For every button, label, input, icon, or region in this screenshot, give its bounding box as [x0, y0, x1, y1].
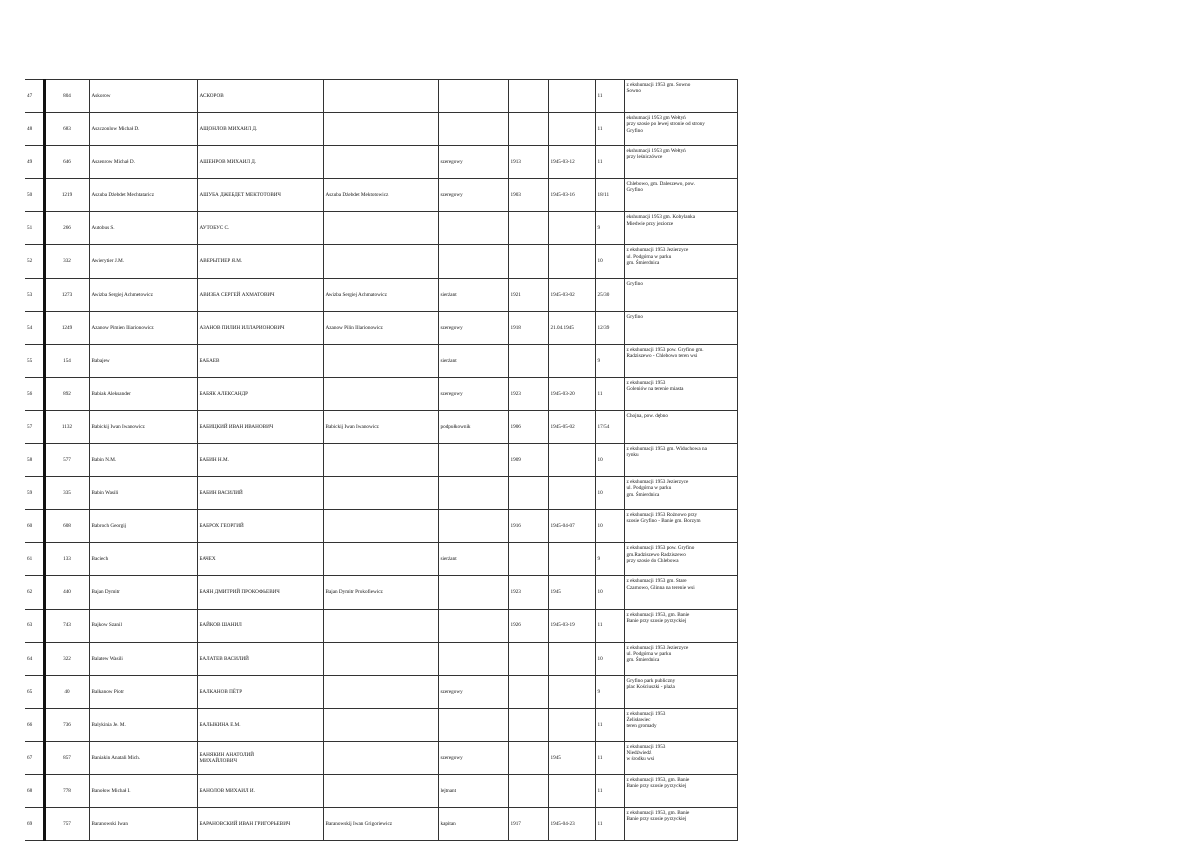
table-row	[25, 410, 737, 443]
birth-year	[508, 642, 548, 675]
name-alternative	[323, 477, 438, 510]
burial-place: Gryfino	[624, 278, 737, 311]
name-polish: Baciech	[89, 543, 197, 576]
record-number: 49	[25, 146, 44, 179]
burial-place: z ekshumacji 1953, gm. Banie Banie przy szosie pyrzyckiej	[624, 808, 737, 841]
record-number: 62	[25, 576, 44, 609]
burial-place: z ekshumacji 1953 gm. Widuchowa na rynku	[624, 444, 737, 477]
birth-year	[508, 113, 548, 146]
death-date	[548, 477, 595, 510]
table-row	[25, 311, 737, 344]
birth-year	[508, 741, 548, 774]
birth-year: 1906	[508, 410, 548, 443]
record-number: 64	[25, 642, 44, 675]
name-polish: Babiak Aleksander	[89, 377, 197, 410]
name-cyrillic: БАНЯКИН АНАТОЛИЙ МИХАЙЛОВИЧ	[197, 741, 323, 774]
grave-number: 10	[595, 444, 624, 477]
birth-year	[508, 344, 548, 377]
table-row	[25, 477, 737, 510]
record-id: 857	[44, 741, 89, 774]
record-id: 1273	[44, 278, 89, 311]
table-row	[25, 708, 737, 741]
name-alternative: Bajan Dymitr Prokofiewicz	[323, 576, 438, 609]
death-date: 21.04.1945	[548, 311, 595, 344]
record-number: 67	[25, 741, 44, 774]
table-row	[25, 741, 737, 774]
name-cyrillic: БАЛЫКИНА Е.М.	[197, 708, 323, 741]
record-id: 266	[44, 212, 89, 245]
death-date: 1945	[548, 576, 595, 609]
name-cyrillic: БАБРОХ ГЕОРГИЙ	[197, 510, 323, 543]
birth-year: 1921	[508, 278, 548, 311]
grave-number: 11	[595, 146, 624, 179]
record-number: 60	[25, 510, 44, 543]
name-alternative: Azanow Pilin Illarionowicz	[323, 311, 438, 344]
rank	[438, 642, 508, 675]
record-id: 1219	[44, 179, 89, 212]
record-number: 50	[25, 179, 44, 212]
table-row	[25, 808, 737, 841]
name-cyrillic: БАЛКАНОВ ПЁТР	[197, 675, 323, 708]
record-id: 736	[44, 708, 89, 741]
name-polish: Babin Wasili	[89, 477, 197, 510]
death-date	[548, 212, 595, 245]
name-cyrillic: БАБИН ВАСИЛИЙ	[197, 477, 323, 510]
burial-place: Gryfino	[624, 311, 737, 344]
birth-year: 1918	[508, 311, 548, 344]
burial-place: z ekshumacji 1953 Jezierzyce ul. Podgórna w parku gm. Śmierdnica	[624, 245, 737, 278]
name-cyrillic: БАБИЦКИЙ ИВАН ИВАНОВИЧ	[197, 410, 323, 443]
name-alternative	[323, 675, 438, 708]
death-date	[548, 774, 595, 807]
name-polish: Balkanow Piotr	[89, 675, 197, 708]
name-alternative	[323, 113, 438, 146]
record-number: 54	[25, 311, 44, 344]
rank: szeregowy	[438, 311, 508, 344]
burial-place: z ekshumacji 1953, gm. Banie Banie przy szosie pyrzyckiej	[624, 774, 737, 807]
name-alternative	[323, 510, 438, 543]
birth-year	[508, 774, 548, 807]
burial-place: z ekshumacji 1953 gm. Stare Czarnowo, Glinna na terenie wsi	[624, 576, 737, 609]
grave-number: 11	[595, 808, 624, 841]
burial-place: z ekshumacji 1953, gm. Banie Banie przy szosie pyrzyckiej	[624, 609, 737, 642]
table-row	[25, 278, 737, 311]
table-row	[25, 609, 737, 642]
name-polish: Autobus S.	[89, 212, 197, 245]
name-alternative	[323, 377, 438, 410]
table-row	[25, 377, 737, 410]
birth-year	[508, 245, 548, 278]
record-id: 577	[44, 444, 89, 477]
grave-number: 9	[595, 212, 624, 245]
record-id: 757	[44, 808, 89, 841]
record-id: 683	[44, 113, 89, 146]
name-alternative	[323, 642, 438, 675]
name-alternative	[323, 146, 438, 179]
name-cyrillic: БАЧЕХ	[197, 543, 323, 576]
name-alternative	[323, 774, 438, 807]
table-row	[25, 179, 737, 212]
name-alternative	[323, 543, 438, 576]
rank	[438, 444, 508, 477]
name-alternative	[323, 741, 438, 774]
name-cyrillic: БАЯН ДМИТРИЙ ПРОКОФЬЕВИЧ	[197, 576, 323, 609]
death-date	[548, 245, 595, 278]
record-id: 646	[44, 146, 89, 179]
name-cyrillic: БАБАЕВ	[197, 344, 323, 377]
birth-year: 1903	[508, 179, 548, 212]
birth-year	[508, 212, 548, 245]
grave-number: 9	[595, 675, 624, 708]
table-row	[25, 675, 737, 708]
burial-place: Chlebowo, gm. Daleszewo, pow. Gryfino	[624, 179, 737, 212]
burial-place: z ekshumacji 1953 Rożnowo przy szosie Gryfino - Banie gm. Borzym	[624, 510, 737, 543]
death-date: 1945-04-23	[548, 808, 595, 841]
record-number: 55	[25, 344, 44, 377]
burial-place: z ekshumacji 1953 pow. Gryfino gm. Radziszewo - Chlebowo teren wsi	[624, 344, 737, 377]
name-cyrillic: БАБИН Н.М.	[197, 444, 323, 477]
name-cyrillic: АЗАНОВ ПИЛИН ИЛЛАРИОНОВИЧ	[197, 311, 323, 344]
grave-number: 11	[595, 741, 624, 774]
birth-year: 1923	[508, 377, 548, 410]
rank: szeregowy	[438, 146, 508, 179]
burial-place: Gryfino park publiczny plac Kościuszki - plaża	[624, 675, 737, 708]
birth-year: 1913	[508, 146, 548, 179]
burial-place: z ekshumacji 1953 Jezierzyce ul. Podgórna w parku gm. Śmierdnica	[624, 642, 737, 675]
table-row	[25, 113, 737, 146]
name-cyrillic: АУТОБУС С.	[197, 212, 323, 245]
record-id: 1249	[44, 311, 89, 344]
birth-year	[508, 543, 548, 576]
record-id: 40	[44, 675, 89, 708]
name-alternative	[323, 708, 438, 741]
name-polish: Bajan Dymitr	[89, 576, 197, 609]
table-row	[25, 444, 737, 477]
name-cyrillic: БАНОЛОВ МИХАИЛ И.	[197, 774, 323, 807]
rank: sierżant	[438, 543, 508, 576]
grave-number: 9	[595, 344, 624, 377]
record-number: 53	[25, 278, 44, 311]
name-alternative	[323, 212, 438, 245]
burial-place: z ekshumacji 1953 pow. Gryfino gm.Radziszewo Radziszewo przy szosie do Chlebowa	[624, 543, 737, 576]
name-polish: Aszczonlow Michał D.	[89, 113, 197, 146]
table-row	[25, 543, 737, 576]
record-number: 57	[25, 410, 44, 443]
name-cyrillic: БАБЯК АЛЕКСАНДР	[197, 377, 323, 410]
record-id: 608	[44, 510, 89, 543]
name-polish: Aszuba Dżebdet Mechtataricz	[89, 179, 197, 212]
death-date: 1945-03-20	[548, 377, 595, 410]
burial-place: ekshumacji 1953 gm Wełtyń przy leśniczówce	[624, 146, 737, 179]
name-cyrillic: АШЕНРОВ МИХАИЛ Д.	[197, 146, 323, 179]
table-row	[25, 774, 737, 807]
grave-number: 10	[595, 510, 624, 543]
record-number: 61	[25, 543, 44, 576]
name-cyrillic: БАЛАТЕВ ВАСИЛИЙ	[197, 642, 323, 675]
name-cyrillic: АШУБА ДЖЕБДЕТ МЕКТОТОВИЧ	[197, 179, 323, 212]
death-date: 1945-03-02	[548, 278, 595, 311]
record-id: 804	[44, 80, 89, 113]
rank	[438, 245, 508, 278]
name-polish: Babroch Georgij	[89, 510, 197, 543]
death-date	[548, 675, 595, 708]
name-polish: Bajkow Szanil	[89, 609, 197, 642]
record-number: 48	[25, 113, 44, 146]
rank	[438, 477, 508, 510]
grave-number: 17/54	[595, 410, 624, 443]
name-cyrillic: АЩОНЛОВ МИХАИЛ Д.	[197, 113, 323, 146]
burial-place: ekshumacji 1953 gm. Kobylanka Miedwie przy jeziorze	[624, 212, 737, 245]
record-number: 51	[25, 212, 44, 245]
record-number: 69	[25, 808, 44, 841]
name-alternative: Baranowskij Iwan Grigoriewicz	[323, 808, 438, 841]
name-polish: Babajew	[89, 344, 197, 377]
rank	[438, 80, 508, 113]
name-alternative: Awizba Sergiej Achmatowicz	[323, 278, 438, 311]
rank	[438, 510, 508, 543]
record-number: 56	[25, 377, 44, 410]
record-number: 63	[25, 609, 44, 642]
birth-year	[508, 708, 548, 741]
grave-number: 10	[595, 477, 624, 510]
name-alternative	[323, 609, 438, 642]
record-id: 892	[44, 377, 89, 410]
name-polish: Babin N.M.	[89, 444, 197, 477]
name-cyrillic: АСКОРОВ	[197, 80, 323, 113]
grave-number: 25/30	[595, 278, 624, 311]
name-polish: Aszenrow Michał D.	[89, 146, 197, 179]
name-polish: Azanow Pimien Iliarionowicz	[89, 311, 197, 344]
grave-number: 10	[595, 576, 624, 609]
death-date: 1945-04-07	[548, 510, 595, 543]
burial-place: z ekshumacji 1953 Jezierzyce ul. Podgórna w parku gm. Śmierdnica	[624, 477, 737, 510]
burial-place: ekshumacji 1953 gm Wełtyń przy szosie po lewej stronie od strony Gryfino	[624, 113, 737, 146]
rank	[438, 212, 508, 245]
death-date	[548, 80, 595, 113]
burial-place: z ekshumacji 1953 gm. Sowno Sowno	[624, 80, 737, 113]
name-cyrillic: АВИЗБА СЕРГЕЙ АХМАТОВИЧ	[197, 278, 323, 311]
record-id: 322	[44, 642, 89, 675]
death-date: 1945-03-19	[548, 609, 595, 642]
record-id: 440	[44, 576, 89, 609]
rank	[438, 576, 508, 609]
name-alternative	[323, 245, 438, 278]
name-cyrillic: АВЕРЫТИЕР Я.М.	[197, 245, 323, 278]
birth-year: 1916	[508, 510, 548, 543]
name-polish: Askorow	[89, 80, 197, 113]
rank	[438, 708, 508, 741]
grave-number: 11	[595, 609, 624, 642]
table-row	[25, 344, 737, 377]
name-polish: Baniakin Anatali Mich.	[89, 741, 197, 774]
table-row	[25, 245, 737, 278]
rank	[438, 113, 508, 146]
name-alternative	[323, 444, 438, 477]
table-row	[25, 146, 737, 179]
name-polish: Babickij Iwan Iwanowicz	[89, 410, 197, 443]
grave-number: 10	[595, 245, 624, 278]
rank	[438, 609, 508, 642]
birth-year: 1923	[508, 576, 548, 609]
record-number: 47	[25, 80, 44, 113]
name-polish: Awierytier J.M.	[89, 245, 197, 278]
death-date	[548, 444, 595, 477]
rank: szeregowy	[438, 377, 508, 410]
record-number: 52	[25, 245, 44, 278]
birth-year: 1909	[508, 444, 548, 477]
table-row	[25, 510, 737, 543]
record-id: 335	[44, 477, 89, 510]
grave-number: 18/11	[595, 179, 624, 212]
rank: sierżant	[438, 278, 508, 311]
death-date: 1945-03-12	[548, 146, 595, 179]
record-number: 59	[25, 477, 44, 510]
grave-number: 12/39	[595, 311, 624, 344]
record-id: 778	[44, 774, 89, 807]
table-row	[25, 642, 737, 675]
name-polish: Balatew Wasili	[89, 642, 197, 675]
table-row	[25, 80, 737, 113]
name-polish: Baranowski Iwan	[89, 808, 197, 841]
death-date: 1945-05-02	[548, 410, 595, 443]
records-table	[25, 79, 738, 841]
record-id: 743	[44, 609, 89, 642]
rank: podpułkownik	[438, 410, 508, 443]
burial-place: z ekshumacji 1953 Goleniów na terenie miasta	[624, 377, 737, 410]
name-cyrillic: БАРАНОВСКИЙ ИВАН ГРИГОРЬЕВИЧ	[197, 808, 323, 841]
death-date	[548, 344, 595, 377]
death-date	[548, 113, 595, 146]
rank: szeregowy	[438, 179, 508, 212]
death-date	[548, 543, 595, 576]
rank: kapitan	[438, 808, 508, 841]
record-number: 65	[25, 675, 44, 708]
name-polish: Balykinia Je. M.	[89, 708, 197, 741]
death-date	[548, 708, 595, 741]
birth-year: 1917	[508, 808, 548, 841]
grave-number: 11	[595, 113, 624, 146]
grave-number: 11	[595, 708, 624, 741]
record-id: 133	[44, 543, 89, 576]
name-polish: Awizba Sergiej Achmetowicz	[89, 278, 197, 311]
rank: sierżant	[438, 344, 508, 377]
table-row	[25, 212, 737, 245]
record-number: 68	[25, 774, 44, 807]
rank: szeregowy	[438, 675, 508, 708]
grave-number: 9	[595, 543, 624, 576]
record-id: 154	[44, 344, 89, 377]
birth-year: 1926	[508, 609, 548, 642]
birth-year	[508, 477, 548, 510]
record-number: 66	[25, 708, 44, 741]
grave-number: 10	[595, 642, 624, 675]
record-number: 58	[25, 444, 44, 477]
burial-place: z ekshumacji 1953 Niedźwiedź w środku wsi	[624, 741, 737, 774]
death-date: 1945-03-16	[548, 179, 595, 212]
grave-number: 11	[595, 377, 624, 410]
record-id: 1132	[44, 410, 89, 443]
burial-place: Chojna, pow. dębno	[624, 410, 737, 443]
burial-place: z ekshumacji 1953 Żelisławiec teren gromady	[624, 708, 737, 741]
name-polish: Banołow Michał I.	[89, 774, 197, 807]
name-alternative: Babickij Iwan Iwanowicz	[323, 410, 438, 443]
birth-year	[508, 80, 548, 113]
name-cyrillic: БАЙКОВ ШАНИЛ	[197, 609, 323, 642]
death-date: 1945	[548, 741, 595, 774]
grave-number: 11	[595, 80, 624, 113]
rank: szeregowy	[438, 741, 508, 774]
birth-year	[508, 675, 548, 708]
rank: lejtnant	[438, 774, 508, 807]
name-alternative	[323, 80, 438, 113]
table-row	[25, 576, 737, 609]
name-alternative: Aszuba Dżebdet Mektotowicz	[323, 179, 438, 212]
record-id: 332	[44, 245, 89, 278]
name-alternative	[323, 344, 438, 377]
grave-number: 11	[595, 774, 624, 807]
death-date	[548, 642, 595, 675]
